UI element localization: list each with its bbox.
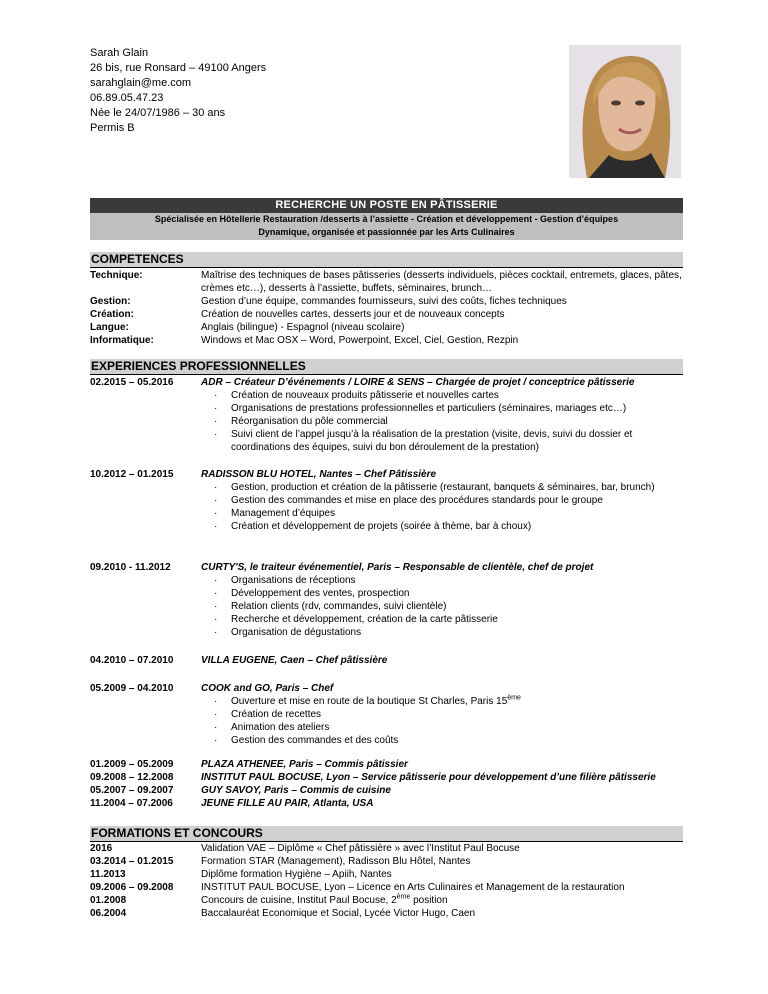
- job-title: COOK and GO, Paris – Chef: [201, 683, 334, 694]
- competence-text: Windows et Mac OSX – Word, Powerpoint, Excel, Ciel, Gestion, Rezpin: [201, 335, 519, 346]
- formation-date: 06.2004: [90, 908, 127, 919]
- job-entry: [90, 468, 683, 548]
- banner-line-2: Dynamique, organisée et passionnée par les Arts Culinaires: [258, 227, 515, 237]
- formation-text: Formation STAR (Management), Radisson Blu Hôtel, Nantes: [201, 856, 471, 867]
- competence-text: Création de nouvelles cartes, desserts jour et de nouveaux concepts: [201, 309, 505, 320]
- job-dates: 05.2009 – 04.2010: [90, 683, 174, 694]
- short-jobs-dates: [90, 758, 200, 810]
- formation-date: 01.2008: [90, 895, 127, 906]
- formations-dates: [90, 842, 200, 920]
- job-entry: [90, 654, 683, 668]
- competence-label: Gestion:: [90, 296, 131, 307]
- job-bullet: · Organisations de réceptions: [201, 574, 683, 587]
- experiences-heading: [90, 359, 683, 375]
- job-bullet: · Management d’équipes: [201, 507, 683, 520]
- job-bullet: · Développement des ventes, prospection: [201, 587, 683, 600]
- job-title: ADR – Créateur D’événements / LOIRE & SENS – Chargée de projet / conceptrice pâtisserie: [201, 377, 635, 388]
- job-bullet: · Recherche et développement, création de la carte pâtisserie: [201, 613, 683, 626]
- job-title: RADISSON BLU HOTEL, Nantes – Chef Pâtissière: [201, 469, 437, 480]
- banner-line-1: Spécialisée en Hôtellerie Restauration /desserts à l’assiette - Création et développement - Gestion d’équipes: [154, 214, 619, 224]
- job-details: [201, 468, 683, 533]
- job-bullet: · Suivi client de l’appel jusqu’à la réalisation de la prestation (visite, devis, suivi du dossier et coordinations des équipes, suivi du bon déroulement de la prestation): [201, 428, 683, 454]
- job-bullet: · Création et développement de projets (soirée à thème, bar à choux): [201, 520, 683, 533]
- job-bullet: · Organisation de dégustations: [201, 626, 683, 639]
- competence-label: Informatique:: [90, 335, 154, 346]
- job-bullet: · Création de nouveaux produits pâtisserie et nouvelles cartes: [201, 389, 683, 402]
- job-bullet: · Gestion, production et création de la pâtisserie (restaurant, banquets & séminaires, bar, brunch): [201, 481, 683, 494]
- competences-heading: [90, 252, 683, 268]
- contact-email: sarahglain@me.com: [90, 77, 192, 89]
- formation-text: Baccalauréat Economique et Social, Lycée Victor Hugo, Caen: [201, 908, 476, 919]
- job-title: CURTY'S, le traiteur événementiel, Paris – Responsable de clientèle, chef de projet: [201, 562, 594, 573]
- competence-label: Technique:: [90, 270, 143, 281]
- job-bullet: · Gestion des commandes et mise en place des procédures standards pour le groupe: [201, 494, 683, 507]
- short-jobs-titles: [201, 758, 683, 810]
- job-dates: 09.2008 – 12.2008: [90, 772, 174, 783]
- competence-text: Maîtrise des techniques de bases pâtisseries (desserts individuels, pièces cocktail, entremets, glaces, pâtes, crèmes etc…), desserts à l’assiette, buffets, séminaires, brunch…: [201, 270, 682, 294]
- job-bullet: · Réorganisation du pôle commercial: [201, 415, 683, 428]
- job-bullet: · Création de recettes: [201, 708, 683, 721]
- competence-text: Gestion d’une équipe, commandes fournisseurs, suivi des coûts, fiches techniques: [201, 296, 567, 307]
- job-details: [201, 682, 683, 747]
- formation-date: 11.2013: [90, 869, 126, 880]
- job-dates: 01.2009 – 05.2009: [90, 759, 174, 770]
- formation-text-part: position: [410, 895, 448, 906]
- formation-text: [201, 894, 683, 907]
- job-bullet-text: Ouverture et mise en route de la boutique St Charles, Paris 15: [231, 696, 508, 707]
- job-bullets: [201, 481, 683, 533]
- job-bullet: · Relation clients (rdv, commandes, suivi clientèle): [201, 600, 683, 613]
- job-dates: 04.2010 – 07.2010: [90, 655, 174, 666]
- job-bullets: [201, 574, 683, 639]
- job-bullet: · Gestion des commandes et des coûts: [201, 734, 683, 747]
- formation-text-part: Concours de cuisine, Institut Paul Bocuse, 2: [201, 895, 397, 906]
- job-bullets: [201, 695, 683, 747]
- job-dates: 05.2007 – 09.2007: [90, 785, 174, 796]
- job-title: VILLA EUGENE, Caen – Chef pâtissière: [201, 655, 388, 666]
- contact-phone: 06.89.05.47.23: [90, 92, 164, 104]
- formation-text: Validation VAE – Diplôme « Chef pâtissière » avec l’Institut Paul Bocuse: [201, 843, 520, 854]
- competence-label: Langue:: [90, 322, 129, 333]
- job-entry: [90, 561, 683, 641]
- superscript: ème: [396, 893, 411, 901]
- formations-heading-text: FORMATIONS ET CONCOURS: [91, 826, 263, 840]
- formation-date: 09.2006 – 09.2008: [90, 882, 174, 893]
- job-title: PLAZA ATHENEE, Paris – Commis pâtissier: [201, 759, 408, 770]
- job-bullet: · Animation des ateliers: [201, 721, 683, 734]
- contact-birth: Née le 24/07/1986 – 30 ans: [90, 107, 226, 119]
- job-dates: 09.2010 - 11.2012: [90, 562, 171, 573]
- short-jobs-list: [90, 758, 683, 812]
- job-entry: [90, 682, 683, 750]
- contact-block: [90, 46, 266, 136]
- portrait-illustration: [569, 45, 681, 178]
- formations-heading: [90, 826, 683, 842]
- formation-text: Diplôme formation Hygiène – Apiih, Nantes: [201, 869, 392, 880]
- job-bullets: [201, 389, 683, 454]
- job-bullet: · Organisations de prestations professionnelles et particuliers (séminaires, mariages etc…): [201, 402, 683, 415]
- job-dates: 02.2015 – 05.2016: [90, 377, 174, 388]
- experiences-heading-text: EXPERIENCES PROFESSIONNELLES: [91, 359, 306, 373]
- profile-photo: [569, 45, 681, 178]
- banner-title: RECHERCHE UN POSTE EN PÂTISSERIE: [90, 198, 683, 213]
- job-details: [201, 376, 683, 454]
- competences-heading-text: COMPETENCES: [91, 252, 184, 266]
- formation-text: INSTITUT PAUL BOCUSE, Lyon – Licence en Arts Culinaires et Management de la restauration: [201, 882, 625, 893]
- job-dates: 11.2004 – 07.2006: [90, 798, 173, 809]
- contact-name: Sarah Glain: [90, 47, 149, 59]
- formations-list: [90, 842, 683, 922]
- banner-subtitle: [90, 213, 683, 240]
- superscript: ème: [507, 694, 521, 702]
- job-dates: 10.2012 – 01.2015: [90, 469, 174, 480]
- job-details: [201, 654, 683, 667]
- formations-texts: [201, 842, 683, 920]
- job-details: [201, 561, 683, 639]
- competences-list: [90, 269, 683, 344]
- contact-license: Permis B: [90, 122, 135, 134]
- job-entry: [90, 376, 683, 456]
- competence-label: Création:: [90, 309, 134, 320]
- job-title: JEUNE FILLE AU PAIR, Atlanta, USA: [201, 798, 374, 809]
- formation-date: 2016: [90, 843, 113, 854]
- job-title: GUY SAVOY, Paris – Commis de cuisine: [201, 785, 391, 796]
- job-bullet: [201, 695, 683, 708]
- formation-date: 03.2014 – 01.2015: [90, 856, 174, 867]
- job-title: INSTITUT PAUL BOCUSE, Lyon – Service pâtisserie pour développement d’une filière pâtisserie: [201, 772, 656, 783]
- competence-text: Anglais (bilingue) - Espagnol (niveau scolaire): [201, 322, 405, 333]
- contact-address: 26 bis, rue Ronsard – 49100 Angers: [90, 62, 267, 74]
